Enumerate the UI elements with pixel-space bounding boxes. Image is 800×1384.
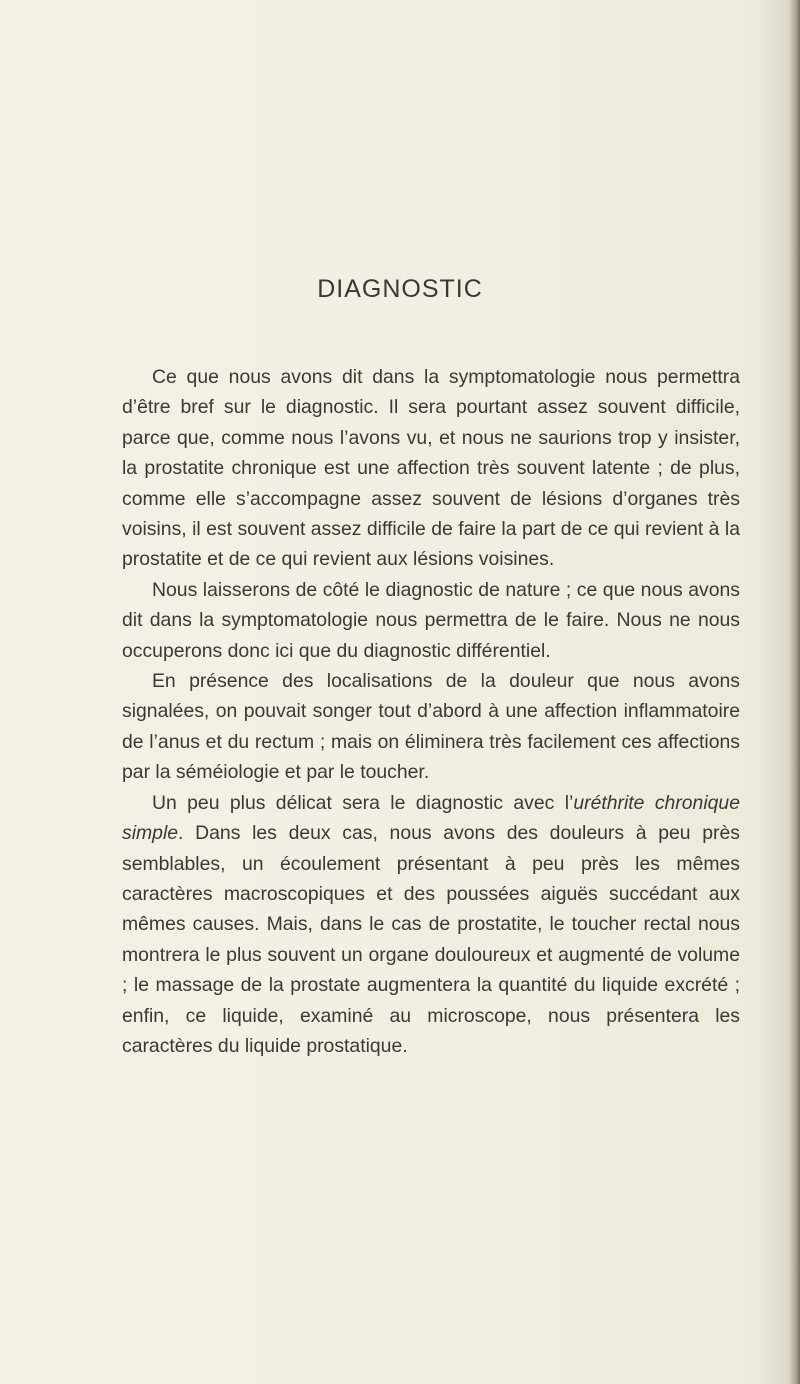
- page-edge-shadow: [788, 0, 800, 1384]
- body-text: [122, 362, 740, 1061]
- paragraph-2: Nous laisserons de côté le diagnostic de nature ; ce que nous avons dit dans la symptomatologie nous permettra de le faire. Nous ne nous occuperons donc ici que du diagnostic différentiel.: [122, 578, 740, 662]
- paragraph-4-emphasis: uréthrite chronique simple: [122, 791, 740, 845]
- chapter-heading: DIAGNOSTIC: [317, 275, 483, 303]
- paragraph-1: Ce que nous avons dit dans la symptomatologie nous permettra d’être bref sur le diagnostic. Il sera pourtant assez souvent difficile, parce que, comme nous l’avons vu, et nous ne saurions trop y insister, la prostatite chronique est une affection très souvent latente ; de plus, comme elle s’accompagne assez souvent de lésions d’organes très voisins, il est souvent assez difficile de faire la part de ce qui revient à la prostatite et de ce qui revient aux lésions voisines.: [122, 366, 740, 571]
- paragraph-3: En présence des localisations de la douleur que nous avons signalées, on pouvait songer tout d’abord à une affection inflammatoire de l’anus et du rectum ; mais on éliminera très facilement ces affections par la séméiologie et par le toucher.: [122, 670, 740, 784]
- paragraph-4: [122, 788, 740, 1062]
- paragraph-4-lead: Un peu plus délicat sera le diagnostic avec l’: [152, 791, 574, 814]
- paragraph-4-rest: . Dans les deux cas, nous avons des douleurs à peu près semblables, un écoulement présentant à peu près les mêmes caractères macroscopiques et des poussées aiguës succédant aux mêmes causes. Mais, dans le cas de prostatite, le toucher rectal nous montrera le plus souvent un organe douloureux et augmenté de volume ; le massage de la prostate augmentera la quantité du liquide excrété ; enfin, ce liquide, examiné au microscope, nous présentera les caractères du liquide prostatique.: [122, 822, 740, 1057]
